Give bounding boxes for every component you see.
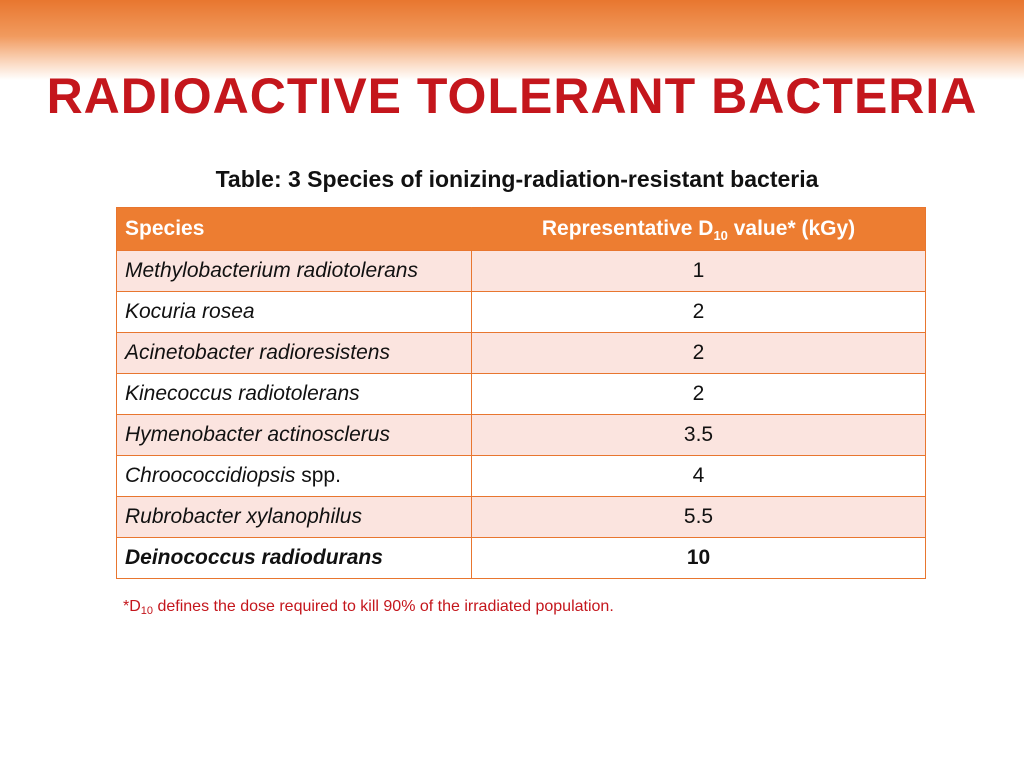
header-species: Species xyxy=(117,208,472,251)
species-name: Deinococcus radiodurans xyxy=(125,546,383,569)
table-row xyxy=(117,251,926,292)
species-cell xyxy=(117,292,472,333)
table-row-highlight xyxy=(117,538,926,579)
species-cell xyxy=(117,497,472,538)
species-name: Rubrobacter xylanophilus xyxy=(125,505,362,528)
table-row xyxy=(117,415,926,456)
d10-value-cell: 1 xyxy=(472,251,926,292)
d10-value-cell: 2 xyxy=(472,333,926,374)
footnote xyxy=(123,595,614,619)
species-name: Methylobacterium radiotolerans xyxy=(125,259,418,282)
species-cell xyxy=(117,333,472,374)
d10-value-cell: 2 xyxy=(472,292,926,333)
header-d10-value xyxy=(472,208,926,251)
d10-value-cell: 4 xyxy=(472,456,926,497)
species-cell xyxy=(117,456,472,497)
species-name: Chroococcidiopsis xyxy=(125,464,296,487)
species-cell xyxy=(117,415,472,456)
table-row xyxy=(117,456,926,497)
d10-value-cell: 2 xyxy=(472,374,926,415)
table-row xyxy=(117,292,926,333)
table-header-row xyxy=(117,208,926,251)
species-cell xyxy=(117,251,472,292)
footnote-subscript: 10 xyxy=(140,605,154,617)
header-value-prefix: Representative D xyxy=(541,217,714,240)
species-cell xyxy=(117,538,472,579)
d10-value-cell: 3.5 xyxy=(472,415,926,456)
species-name: Acinetobacter radioresistens xyxy=(125,341,390,364)
table-caption: Table: 3 Species of ionizing-radiation-resistant bacteria xyxy=(215,166,819,192)
footnote-text: defines the dose required to kill 90% of the irradiated population. xyxy=(153,598,614,615)
footnote-prefix: *D xyxy=(123,598,141,615)
table-row xyxy=(117,497,926,538)
species-cell xyxy=(117,374,472,415)
species-name: Kinecoccus radiotolerans xyxy=(125,382,360,405)
table-row xyxy=(117,333,926,374)
header-value-subscript: 10 xyxy=(713,228,728,243)
d10-value-cell: 10 xyxy=(472,538,926,579)
species-name: Hymenobacter actinosclerus xyxy=(125,423,390,446)
table-row xyxy=(117,374,926,415)
d10-value-cell: 5.5 xyxy=(472,497,926,538)
species-name: Kocuria rosea xyxy=(125,300,255,323)
bacteria-table xyxy=(116,207,926,579)
slide-title: RADIOACTIVE TOLERANT BACTERIA xyxy=(46,68,978,124)
species-suffix: spp. xyxy=(295,464,341,487)
header-value-suffix: value* (kGy) xyxy=(727,217,856,240)
